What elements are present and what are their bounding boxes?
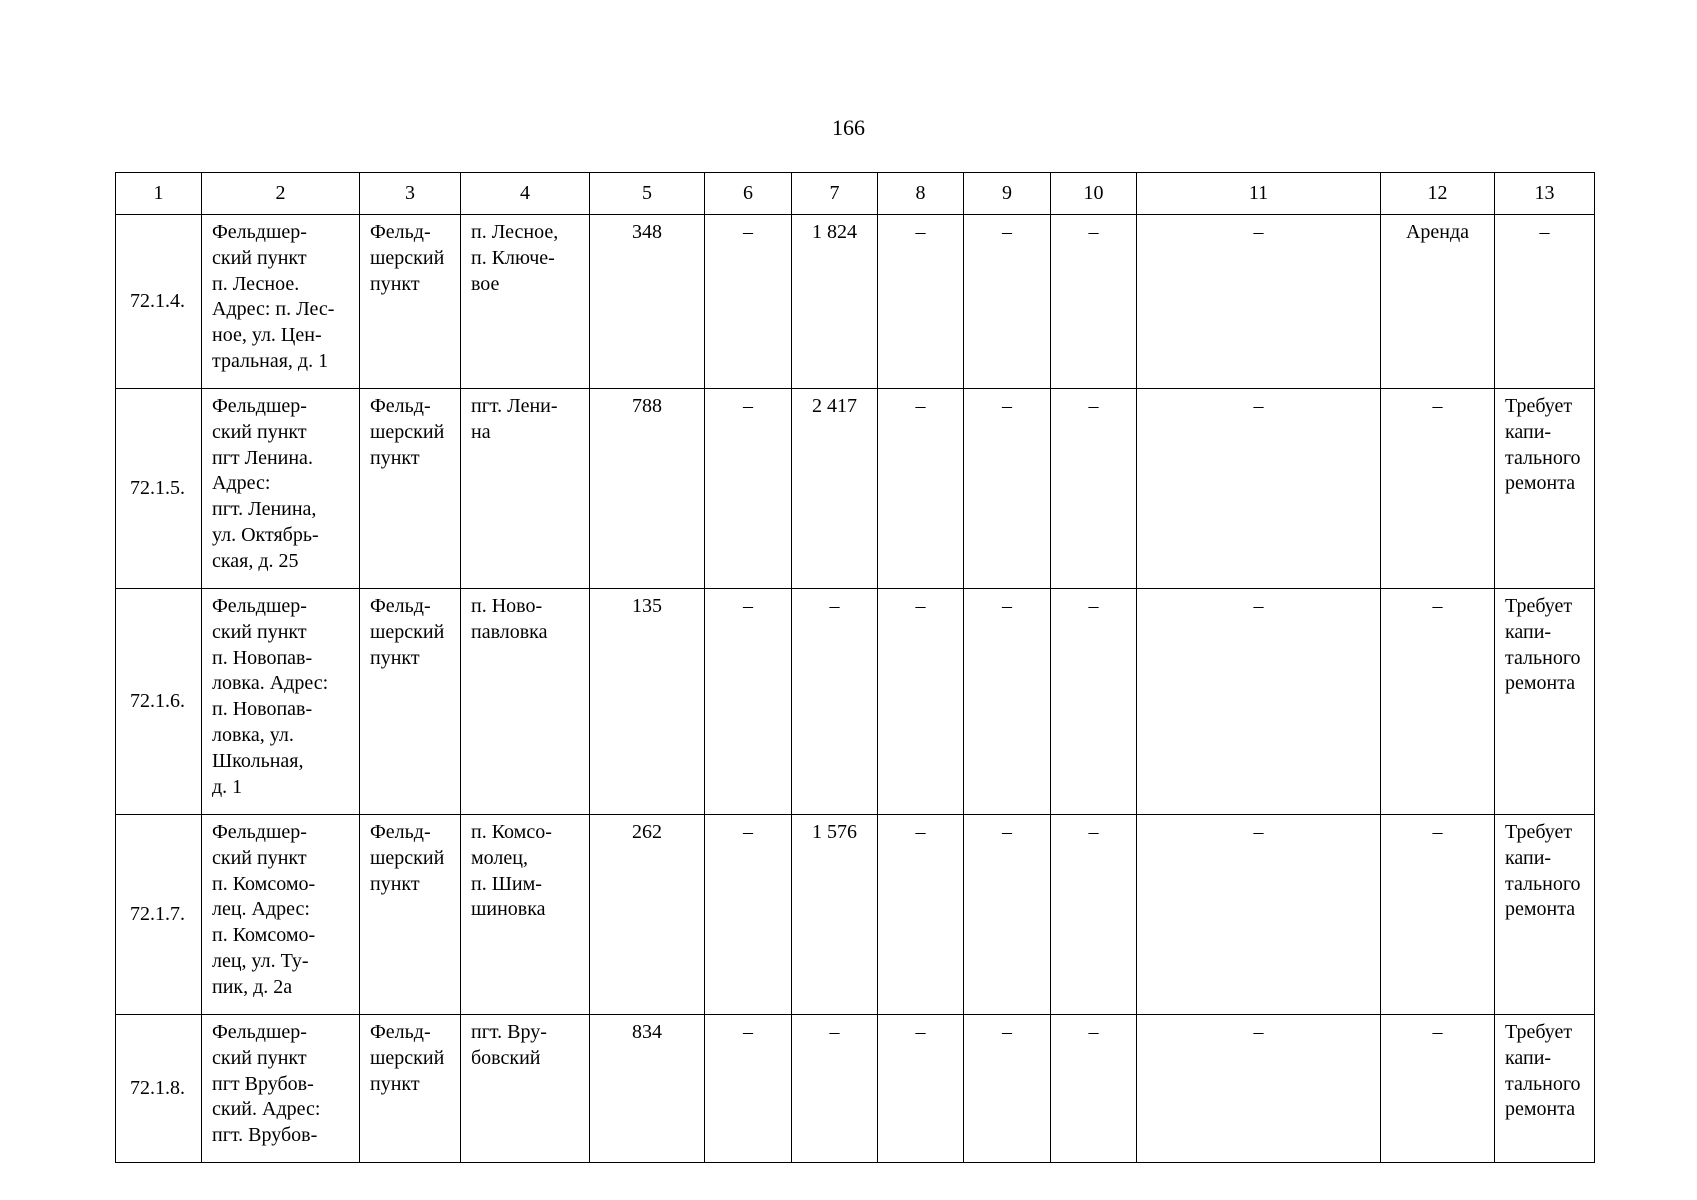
locality bbox=[461, 589, 590, 815]
cell-col-7: – bbox=[792, 1015, 878, 1163]
column-header: 4 bbox=[461, 173, 590, 215]
cell-col-5: 262 bbox=[590, 815, 705, 1015]
text-line: ский пункт bbox=[212, 846, 307, 869]
text-line: Фельдшер- bbox=[212, 595, 307, 617]
text-line: Адрес: bbox=[212, 472, 271, 495]
text-line: молец, bbox=[471, 846, 528, 869]
cell-col-6: – bbox=[705, 1015, 792, 1163]
facility-name bbox=[202, 589, 360, 815]
text-line: ский пункт bbox=[212, 246, 307, 269]
cell-col-12: Аренда bbox=[1381, 215, 1495, 389]
column-header: 13 bbox=[1495, 173, 1595, 215]
text-line: тральная, д. 1 bbox=[212, 349, 329, 372]
row-number: 72.1.6. bbox=[116, 589, 202, 815]
text-line: пгт Врубов- bbox=[212, 1072, 314, 1095]
text-line: п. Новопав- bbox=[212, 698, 313, 721]
text-line: Фельд- bbox=[370, 221, 431, 243]
text-line: Требует bbox=[1505, 821, 1573, 843]
text-line: лец, ул. Ту- bbox=[212, 949, 309, 972]
text-line: ловка. Адрес: bbox=[212, 672, 329, 695]
cell-col-10: – bbox=[1051, 1015, 1137, 1163]
text-line: павловка bbox=[471, 620, 548, 643]
cell-col-13 bbox=[1495, 589, 1595, 815]
cell-col-9: – bbox=[964, 815, 1051, 1015]
text-line: шерский bbox=[370, 620, 445, 643]
text-line: тального bbox=[1505, 646, 1581, 669]
cell-col-9: – bbox=[964, 389, 1051, 589]
cell-col-6: – bbox=[705, 589, 792, 815]
cell-col-5: 348 bbox=[590, 215, 705, 389]
cell-col-12: – bbox=[1381, 1015, 1495, 1163]
cell-col-8: – bbox=[878, 215, 964, 389]
text-line: пгт. Ленина, bbox=[212, 498, 317, 521]
cell-col-10: – bbox=[1051, 215, 1137, 389]
page-number: 166 bbox=[832, 115, 865, 140]
cell-col-5: 834 bbox=[590, 1015, 705, 1163]
facilities-table bbox=[115, 172, 1595, 1163]
table-row bbox=[116, 815, 1595, 1015]
text-line: Фельд- bbox=[370, 821, 431, 843]
column-number-row bbox=[116, 173, 1595, 215]
cell-col-8: – bbox=[878, 815, 964, 1015]
text-line: Фельд- bbox=[370, 395, 431, 417]
text-line: Фельдшер- bbox=[212, 221, 307, 243]
cell-col-6: – bbox=[705, 215, 792, 389]
text-line: п. Шим- bbox=[471, 872, 542, 895]
text-line: п. Комсо- bbox=[471, 821, 552, 843]
cell-col-11: – bbox=[1137, 389, 1381, 589]
text-line: пик, д. 2а bbox=[212, 975, 293, 998]
text-line: ное, ул. Цен- bbox=[212, 324, 322, 347]
text-line: ловка, ул. bbox=[212, 723, 294, 746]
column-header: 10 bbox=[1051, 173, 1137, 215]
cell-col-13 bbox=[1495, 815, 1595, 1015]
table-row bbox=[116, 389, 1595, 589]
cell-col-7: – bbox=[792, 589, 878, 815]
facility-name bbox=[202, 389, 360, 589]
text-line: шерский bbox=[370, 846, 445, 869]
text-line: ский пункт bbox=[212, 420, 307, 443]
text-line: Фельд- bbox=[370, 595, 431, 617]
text-line: капи- bbox=[1505, 1046, 1552, 1069]
row-number: 72.1.5. bbox=[116, 389, 202, 589]
facility-type bbox=[360, 389, 461, 589]
cell-col-9: – bbox=[964, 215, 1051, 389]
table-row bbox=[116, 589, 1595, 815]
text-line: на bbox=[471, 420, 491, 443]
cell-col-7: 2 417 bbox=[792, 389, 878, 589]
table-row bbox=[116, 1015, 1595, 1163]
cell-col-5: 135 bbox=[590, 589, 705, 815]
cell-col-10: – bbox=[1051, 815, 1137, 1015]
row-number: 72.1.8. bbox=[116, 1015, 202, 1163]
cell-col-11: – bbox=[1137, 1015, 1381, 1163]
cell-col-13 bbox=[1495, 389, 1595, 589]
text-line: лец. Адрес: bbox=[212, 898, 310, 921]
text-line: ский. Адрес: bbox=[212, 1098, 321, 1121]
column-header: 5 bbox=[590, 173, 705, 215]
text-line: капи- bbox=[1505, 420, 1552, 443]
text-line: – bbox=[1539, 221, 1550, 243]
text-line: пункт bbox=[370, 1072, 420, 1095]
cell-col-9: – bbox=[964, 589, 1051, 815]
cell-col-10: – bbox=[1051, 589, 1137, 815]
locality bbox=[461, 815, 590, 1015]
text-line: Фельдшер- bbox=[212, 821, 307, 843]
row-number: 72.1.7. bbox=[116, 815, 202, 1015]
text-line: шерский bbox=[370, 246, 445, 269]
locality bbox=[461, 1015, 590, 1163]
cell-col-7: 1 824 bbox=[792, 215, 878, 389]
cell-col-12: – bbox=[1381, 389, 1495, 589]
column-header: 8 bbox=[878, 173, 964, 215]
text-line: ская, д. 25 bbox=[212, 549, 299, 572]
text-line: капи- bbox=[1505, 846, 1552, 869]
facility-type bbox=[360, 589, 461, 815]
row-number: 72.1.4. bbox=[116, 215, 202, 389]
text-line: п. Лесное, bbox=[471, 221, 559, 243]
cell-col-8: – bbox=[878, 589, 964, 815]
column-header: 3 bbox=[360, 173, 461, 215]
cell-col-11: – bbox=[1137, 589, 1381, 815]
text-line: вое bbox=[471, 272, 500, 295]
text-line: п. Ново- bbox=[471, 595, 543, 617]
text-line: шерский bbox=[370, 1046, 445, 1069]
text-line: ремонта bbox=[1505, 472, 1576, 495]
text-line: Фельдшер- bbox=[212, 1021, 307, 1043]
column-header: 7 bbox=[792, 173, 878, 215]
locality bbox=[461, 215, 590, 389]
table-row bbox=[116, 215, 1595, 389]
text-line: ремонта bbox=[1505, 1098, 1576, 1121]
cell-col-8: – bbox=[878, 389, 964, 589]
column-header: 12 bbox=[1381, 173, 1495, 215]
text-line: шиновка bbox=[471, 898, 546, 921]
facility-type bbox=[360, 815, 461, 1015]
text-line: д. 1 bbox=[212, 775, 243, 798]
text-line: ский пункт bbox=[212, 620, 307, 643]
text-line: Фельд- bbox=[370, 1021, 431, 1043]
facility-type bbox=[360, 1015, 461, 1163]
cell-col-6: – bbox=[705, 389, 792, 589]
text-line: тального bbox=[1505, 1072, 1581, 1095]
cell-col-13 bbox=[1495, 215, 1595, 389]
text-line: пункт bbox=[370, 646, 420, 669]
cell-col-11: – bbox=[1137, 215, 1381, 389]
cell-col-12: – bbox=[1381, 815, 1495, 1015]
text-line: Адрес: п. Лес- bbox=[212, 298, 335, 321]
text-line: Школьная, bbox=[212, 749, 304, 772]
facility-name bbox=[202, 215, 360, 389]
column-header: 11 bbox=[1137, 173, 1381, 215]
text-line: ремонта bbox=[1505, 672, 1576, 695]
cell-col-5: 788 bbox=[590, 389, 705, 589]
cell-col-13 bbox=[1495, 1015, 1595, 1163]
column-header: 6 bbox=[705, 173, 792, 215]
facility-type bbox=[360, 215, 461, 389]
text-line: п. Комсомо- bbox=[212, 924, 316, 947]
cell-col-8: – bbox=[878, 1015, 964, 1163]
text-line: ремонта bbox=[1505, 898, 1576, 921]
text-line: пгт. Лени- bbox=[471, 395, 558, 417]
column-header: 9 bbox=[964, 173, 1051, 215]
cell-col-11: – bbox=[1137, 815, 1381, 1015]
facility-name bbox=[202, 1015, 360, 1163]
text-line: п. Лесное. bbox=[212, 272, 300, 295]
text-line: ул. Октябрь- bbox=[212, 523, 319, 546]
text-line: п. Новопав- bbox=[212, 646, 313, 669]
text-line: капи- bbox=[1505, 620, 1552, 643]
column-header: 2 bbox=[202, 173, 360, 215]
cell-col-6: – bbox=[705, 815, 792, 1015]
locality bbox=[461, 389, 590, 589]
text-line: Требует bbox=[1505, 395, 1573, 417]
cell-col-12: – bbox=[1381, 589, 1495, 815]
text-line: тального bbox=[1505, 446, 1581, 469]
text-line: Требует bbox=[1505, 1021, 1573, 1043]
text-line: бовский bbox=[471, 1046, 541, 1069]
text-line: пгт Ленина. bbox=[212, 446, 313, 469]
text-line: тального bbox=[1505, 872, 1581, 895]
text-line: Фельдшер- bbox=[212, 395, 307, 417]
cell-col-7: 1 576 bbox=[792, 815, 878, 1015]
text-line: Требует bbox=[1505, 595, 1573, 617]
column-header: 1 bbox=[116, 173, 202, 215]
text-line: ский пункт bbox=[212, 1046, 307, 1069]
facility-name bbox=[202, 815, 360, 1015]
text-line: пункт bbox=[370, 872, 420, 895]
text-line: пункт bbox=[370, 446, 420, 469]
text-line: пгт. Врубов- bbox=[212, 1124, 318, 1147]
text-line: п. Комсомо- bbox=[212, 872, 316, 895]
text-line: пгт. Вру- bbox=[471, 1021, 547, 1043]
text-line: шерский bbox=[370, 420, 445, 443]
cell-col-10: – bbox=[1051, 389, 1137, 589]
cell-col-9: – bbox=[964, 1015, 1051, 1163]
text-line: пункт bbox=[370, 272, 420, 295]
text-line: п. Ключе- bbox=[471, 246, 555, 269]
